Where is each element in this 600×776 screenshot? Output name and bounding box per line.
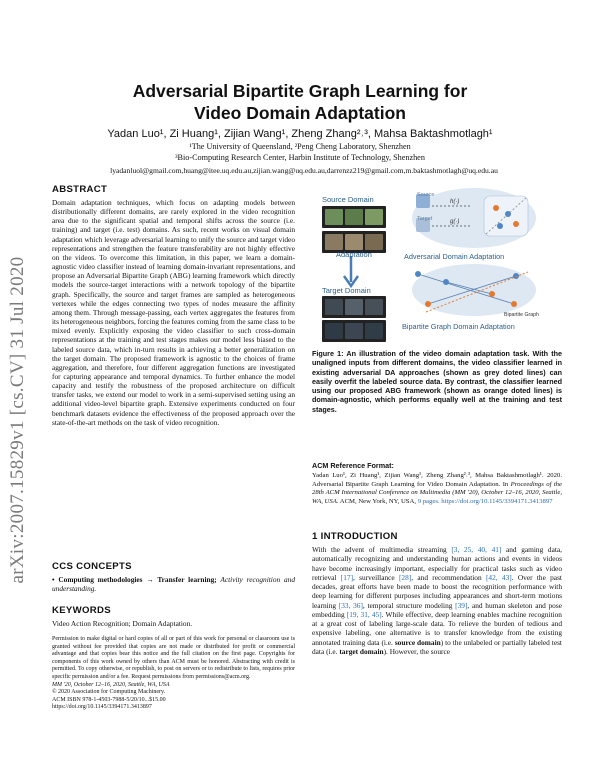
target-frame [365,299,383,315]
acm-ref-doi-link[interactable]: https://doi.org/10.1145/3394171.3413897 [441,497,553,505]
source-frame [325,209,343,225]
keywords-section [52,605,295,628]
title-line-1: Adversarial Bipartite Graph Learning for [132,81,468,101]
introduction-section [312,531,562,656]
intro-segment: and gaming data, automatically recognizing and understanding human actions and events in videos have become increasingly important, especially for practical tasks such as video retrieval [312,545,562,582]
intro-segment: ) to the unlabeled or partially labeled test data (i.e. [312,637,562,656]
source-vertex [415,271,421,277]
source-frame [365,209,383,225]
target-frame [345,323,363,339]
source-domain-label: Source Domain [322,195,374,204]
figure-1 [312,186,566,438]
ccs-heading: CCS CONCEPTS [52,561,132,572]
target-frame [365,323,383,339]
ccs-section [52,561,295,593]
acm-ref-publisher: ACM, New York, NY, USA, [338,497,418,505]
ada-caption-label: Adversarial Domain Adaptation [404,252,505,261]
intro-segment: , surveillance [353,572,399,582]
ccs-text [52,575,295,593]
intro-heading: 1 INTRODUCTION [312,531,398,542]
class-dot [497,223,503,229]
figure-caption: Figure 1: An illustration of the video domain adaptation task. With the unaligned inputs from different domains, the video classifier learned in existing adversarial DA approaches (shown as grey doted lines) can easily overfit the labeled source data. By contrast, the classifier learned using our proposed ABG framework (shown as orange doted lines) is domain-agnostic, which performs equally well at the training and test stages. [312,349,562,414]
intro-emphasis: source domain [394,637,441,647]
permission-isbn: ACM ISBN 978-1-4503-7988-5/20/10...$15.00 [52,696,166,703]
permission-venue: MM '20, October 12–16, 2020, Seattle, WA, USA [52,681,170,688]
permission-copyright: © 2020 Association for Computing Machinery. [52,689,166,696]
intro-segment: , and human skeleton and pose embedding [312,600,562,619]
title-line-2: Video Domain Adaptation [194,103,406,123]
target-frame [325,323,343,339]
abg-cloud [412,264,536,316]
citation-link[interactable]: [19, 31, 45] [346,609,382,619]
target-vertex [511,301,517,307]
target-vertex [425,301,431,307]
target-frame [345,299,363,315]
citation-link[interactable]: [33, 36] [338,600,363,610]
intro-segment: . While effective, deep learning enables machine recognition at a great cost of labeling large-scale data. To relieve the burden of tedious and expensive labeling, one alternative is to transfer knowledge from the existing annotated training data (i.e. [312,609,562,647]
arxiv-stamp: arXiv:2007.15829v1 [cs.CV] 31 Jul 2020 [7,256,28,584]
target-frame [325,299,343,315]
target-video-strip [322,320,386,342]
bipartite-small-label: Bipartite Graph [504,312,539,318]
intro-segment: , and recommendation [411,572,486,582]
permission-doi: https://doi.org/10.1145/3394171.3413897 [52,704,152,711]
adaptation-arrow-icon [336,256,366,290]
keywords-heading: KEYWORDS [52,605,111,616]
source-frame [365,234,383,250]
class-dot [513,221,519,227]
intro-segment: With the advent of multimedia streaming [312,545,452,554]
citation-link[interactable]: [42, 43] [485,572,512,582]
citation-link[interactable]: [39] [455,600,468,610]
acm-ref-text [312,472,562,506]
target-vertex [489,291,495,297]
affiliation-2: ³Bio-Computing Research Center, Harbin Institute of Technology, Shenzhen [175,153,425,162]
class-dot [493,205,499,211]
source-video-strip [322,206,386,228]
source-vertex [443,279,449,285]
abstract-heading: ABSTRACT [52,184,108,195]
ada-target-label: Target [417,216,433,222]
acm-ref-pages-link[interactable]: 9 pages. [417,497,440,505]
source-frame [325,234,343,250]
source-frame [345,234,363,250]
author-emails: lyadanluol@gmail.com,huang@itee.uq.edu.au,zijian.wang@uq.edu.au,darrenzz219@gmail.com,m.baktashmotlagh@uq.edu.au [110,166,498,175]
acm-ref-authors: Yadan Luo¹, Zi Huang¹, Zijian Wang¹, Zheng Zhang²˒³, Mahsa Baktashmotlagh¹. 2020. Adversarial Bipartite Graph Learning for Video Domain Adaptation. In [312,472,562,488]
adaptation-arrow-path [344,256,358,286]
adaptation-label: Adaptation [336,250,372,259]
source-frame [345,209,363,225]
ccs-italic: Activity recognition and understanding. [52,575,295,594]
g-function-label: g(·) [450,219,460,225]
intro-text [312,545,562,656]
author-list: Yadan Luo¹, Zi Huang¹, Zijian Wang¹, Zheng Zhang²˒³, Mahsa Baktashmotlagh¹ [107,128,493,140]
acm-ref-heading: ACM Reference Format: [312,461,394,470]
acm-reference [312,461,562,506]
ccs-bold: • Computing methodologies → Transfer learning; [52,575,217,584]
permission-text: Permission to make digital or hard copies of all or part of this work for personal or classroom use is granted without fee provided that copies are not made or distributed for profit or commercial advantage and that copies bear this notice and the full citation on the first page. Copyrights for components of this work owned by others than ACM must be honored. Abstracting with credit is permitted. To copy otherwise, or republish, to post on servers or to redistribute to lists, requires prior specific permission and/or a fee. Request permissions from permissions@acm.org. [52,636,295,680]
citation-link[interactable]: [3, 25, 40, 41] [451,545,502,554]
h-function-label: h(·) [450,199,460,205]
intro-emphasis: target domain [339,646,384,656]
ada-source-label: Source [417,192,435,198]
citation-link[interactable]: [28] [398,572,412,582]
paper-title [40,80,560,124]
abstract-text: Domain adaptation techniques, which focus on adapting models between distributionally different domains, are rarely explored in the video recognition area due to the significant spatial and temporal shifts across the source (i.e. training) and target (i.e. test) domains. As such, recent works on visual domain adaptation which leverage adversarial learning to unify the source and target video representations and strengthen the feature transferability are not highly effective on the videos. To overcome this limitation, in this paper, we learn a domain-agnostic video classifier instead of learning domain-invariant representations, and propose an Adversarial Bipartite Graph (ABG) learning framework which directly models the source-target interactions with a network topology of the bipartite graph. Specifically, the source and target frames are sampled as heterogeneous vertexes while the edges connecting two types of nodes measure the affinity among them. Through message-passing, each vertex aggregates the features from its heterogeneous neighbors, forcing the features coming from the same class to be mixed evenly. Explicitly exposing the video classifier to such cross-domain representations at the training and test stages makes our model less biased to the labeled source data, which in-turn results in achieving a better generalization on the target domain. The proposed framework is agnostic to the choices of frame aggregation, and therefore, four different aggregation functions are investigated for capturing appearance and temporal dynamics. To further enhance the model capacity and testify the robustness of the proposed architecture on difficult transfer tasks, we extend our model to work in a semi-supervised setting using an additional video-level bipartite graph. Extensive experiments conducted on four benchmark datasets evidence the effectiveness of the proposed approach over the state-of-the-art methods on the task of video recognition. [52,198,295,427]
target-video-strip [322,296,386,318]
affiliation-1: ¹The University of Queensland, ²Peng Cheng Laboratory, Shenzhen [189,142,411,151]
intro-segment: . Over the past decades, great efforts have been made to boost the recognition performance with deep learning for different purposes including appearances and short-term motions learning [312,572,562,610]
citation-link[interactable]: [17] [340,572,354,582]
source-vertex [513,273,519,279]
permission-block [52,636,295,712]
acm-ref-venue: Proceedings of the 28th ACM International Conference on Multimedia (MM '20), October 12–16, 2020, Seattle, WA, USA. [312,480,562,505]
target-domain-label: Target Domain [322,286,371,295]
abg-caption-label: Bipartite Graph Domain Adaptation [402,322,515,331]
keywords-text: Video Action Recognition; Domain Adaptation. [52,619,193,628]
intro-segment: ). However, the source [383,646,450,656]
abstract-section [52,184,295,427]
intro-segment: , temporal structure modeling [362,600,456,610]
